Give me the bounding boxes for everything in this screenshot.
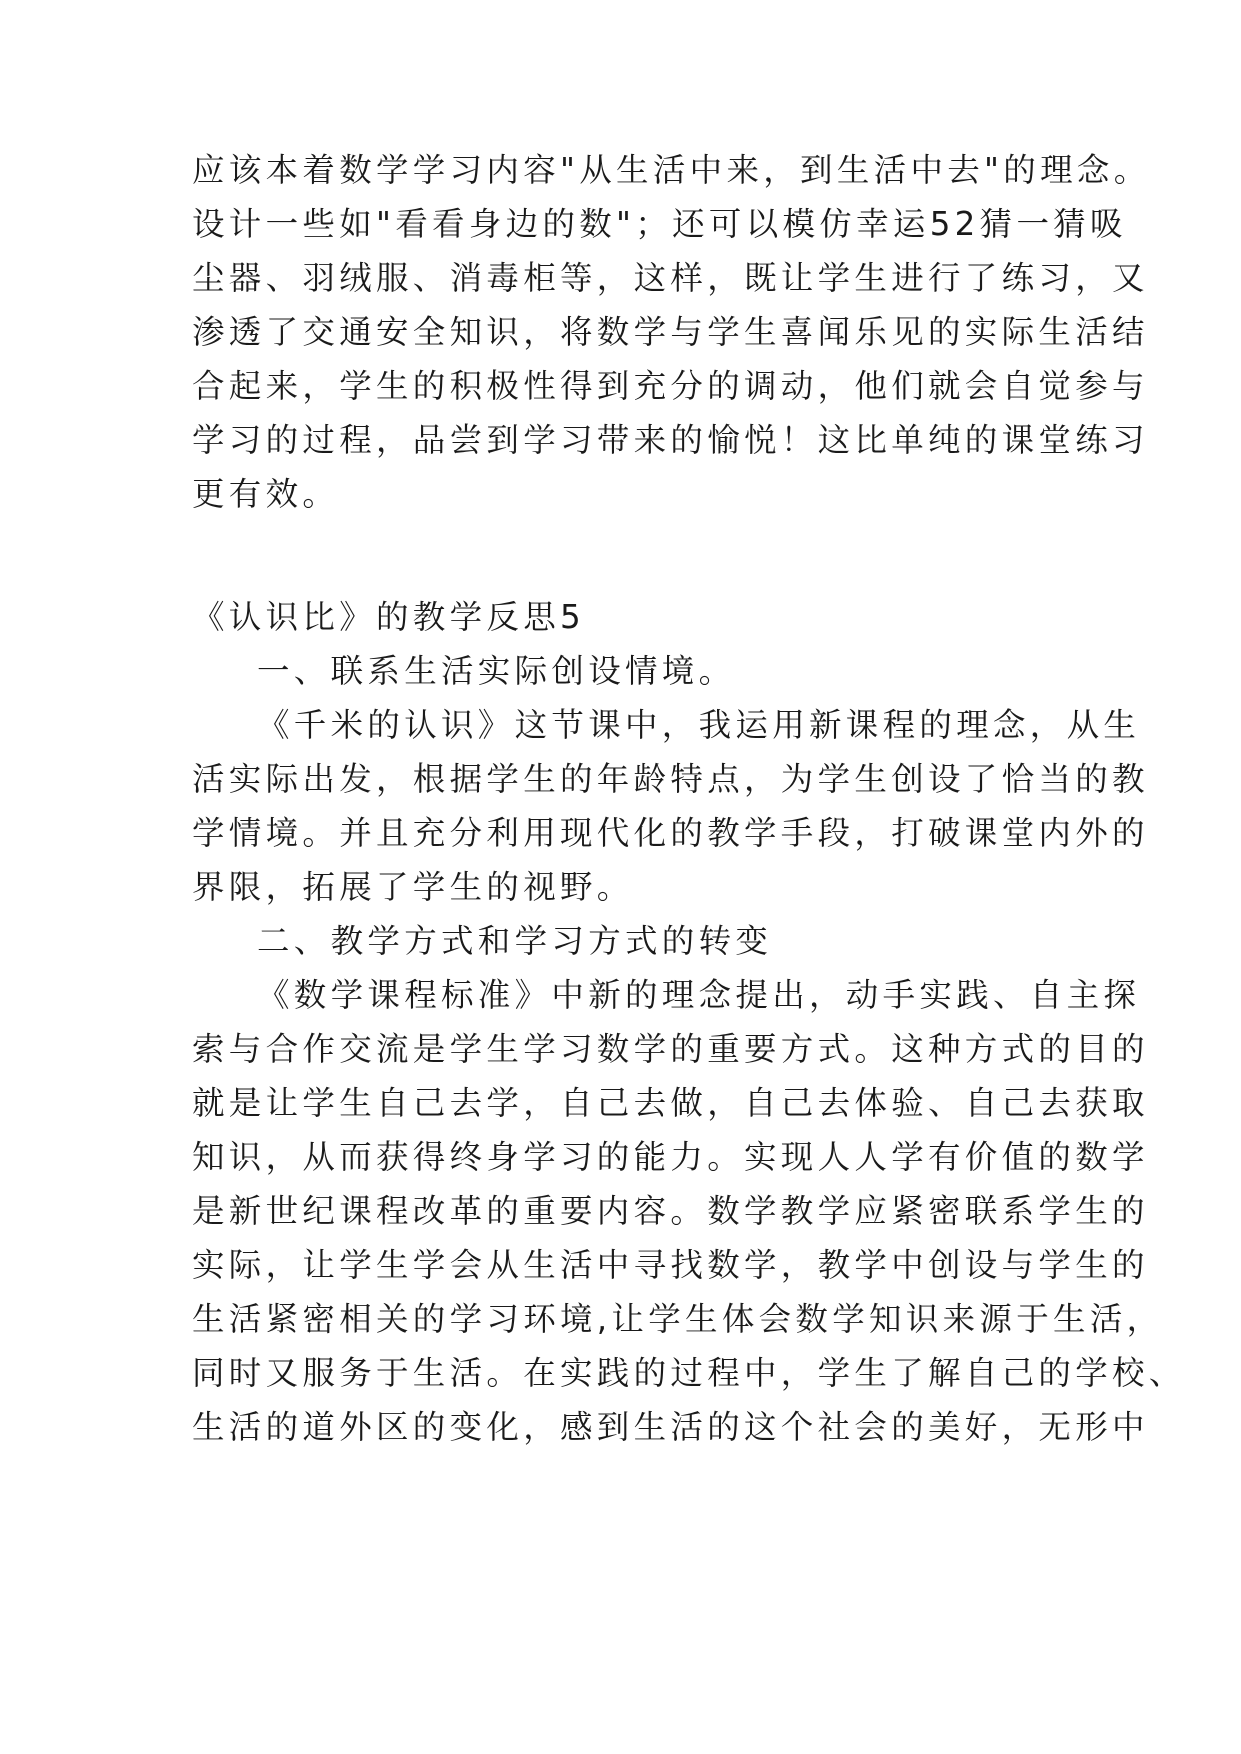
- section-title: 《认识比》的教学反思5: [192, 598, 585, 636]
- paragraph-line: 生活紧密相关的学习环境,让学生体会数学知识来源于生活，: [192, 1300, 1164, 1338]
- paragraph-line: 索与合作交流是学生学习数学的重要方式。这种方式的目的: [192, 1030, 1149, 1068]
- paragraph-line: 同时又服务于生活。在实践的过程中，学生了解自己的学校、: [192, 1354, 1186, 1392]
- paragraph-line: 知识，从而获得终身学习的能力。实现人人学有价值的数学: [192, 1138, 1149, 1176]
- paragraph-line: 《数学课程标准》中新的理念提出，动手实践、自主探: [257, 976, 1141, 1014]
- paragraph-line: 更有效。: [192, 475, 340, 513]
- paragraph-line: 合起来，学生的积极性得到充分的调动，他们就会自觉参与: [192, 367, 1149, 405]
- paragraph-line: 生活的道外区的变化，感到生活的这个社会的美好，无形中: [192, 1408, 1149, 1446]
- paragraph-line: 学情境。并且充分利用现代化的教学手段，打破课堂内外的: [192, 814, 1149, 852]
- paragraph-line: 实际，让学生学会从生活中寻找数学，教学中创设与学生的: [192, 1246, 1149, 1284]
- subheading-2: 二、教学方式和学习方式的转变: [257, 922, 773, 960]
- paragraph-line: 设计一些如"看看身边的数"；还可以模仿幸运52猜一猜吸: [192, 205, 1127, 243]
- paragraph-line: 渗透了交通安全知识，将数学与学生喜闻乐见的实际生活结: [192, 313, 1149, 351]
- paragraph-line: 学习的过程，品尝到学习带来的愉悦！这比单纯的课堂练习: [192, 421, 1149, 459]
- paragraph-line: 界限，拓展了学生的视野。: [192, 868, 634, 906]
- paragraph-line: 尘器、羽绒服、消毒柜等，这样，既让学生进行了练习，又: [192, 259, 1149, 297]
- paragraph-line: 《千米的认识》这节课中，我运用新课程的理念，从生: [257, 706, 1141, 744]
- paragraph-line: 活实际出发，根据学生的年龄特点，为学生创设了恰当的教: [192, 760, 1149, 798]
- paragraph-line: 应该本着数学学习内容"从生活中来，到生活中去"的理念。: [192, 151, 1151, 189]
- paragraph-line: 就是让学生自己去学，自己去做，自己去体验、自己去获取: [192, 1084, 1149, 1122]
- subheading-1: 一、联系生活实际创设情境。: [257, 652, 736, 690]
- paragraph-line: 是新世纪课程改革的重要内容。数学教学应紧密联系学生的: [192, 1192, 1149, 1230]
